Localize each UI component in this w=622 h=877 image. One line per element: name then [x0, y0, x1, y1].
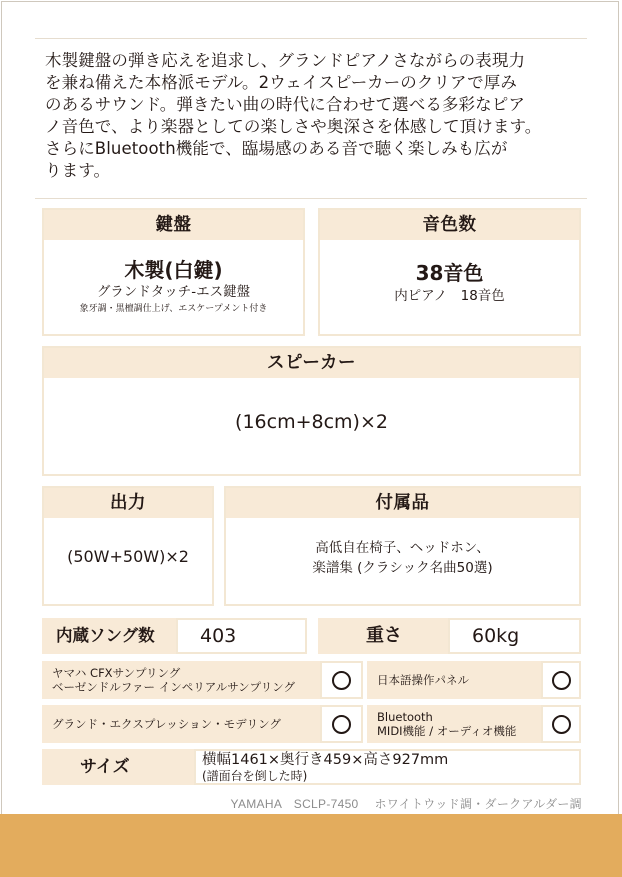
feature-available-mark	[320, 661, 363, 699]
intro-paragraph	[45, 50, 590, 182]
model-footer: YAMAHA SCLP-7450 ホワイトウッド調・ダークアルダー調	[230, 797, 582, 811]
feature-available-mark	[541, 705, 581, 743]
feature-line: Bluetooth	[377, 710, 433, 724]
keyboard-card	[42, 208, 305, 336]
intro-line: ノ音色で、より楽器としての楽しさや奥深さを体感して頂けます。	[45, 117, 542, 136]
feature-available-mark	[320, 705, 363, 743]
intro-line: 木製鍵盤の弾き応えを追求し、グランドピアノさながらの表現力	[45, 51, 526, 70]
intro-line: を兼ね備えた本格派モデル。2ウェイスピーカーのクリアで厚み	[45, 73, 517, 92]
output-header: 出力	[44, 488, 212, 518]
output-value: (50W+50W)×2	[67, 547, 189, 566]
feature-available-mark	[541, 661, 581, 699]
size-value	[194, 749, 581, 785]
voices-main: 38音色	[415, 261, 484, 285]
intro-line: さらにBluetooth機能で、臨場感のある音で聴く楽しみも広が	[45, 139, 508, 158]
top-divider	[35, 38, 587, 39]
feature-label-cfx-sampling	[42, 661, 322, 699]
intro-divider	[35, 198, 587, 199]
feature-label-grand-expression	[42, 705, 322, 743]
intro-line: ります。	[45, 161, 111, 180]
speaker-card	[42, 346, 581, 476]
feature-label-bluetooth	[367, 705, 543, 743]
circle-icon	[552, 671, 571, 690]
weight-label: 重さ	[318, 618, 450, 654]
feature-line: ベーゼンドルファー インペリアルサンプリング	[52, 680, 295, 694]
accessories-line2: 楽譜集 (クラシック名曲50選)	[312, 560, 493, 576]
feature-label-japanese-panel	[367, 661, 543, 699]
keyboard-sub: グランドタッチ-エス鍵盤	[96, 284, 251, 300]
songs-label: 内蔵ソング数	[42, 618, 178, 654]
bottom-color-band	[0, 814, 622, 877]
voices-card	[318, 208, 581, 336]
accessories-card	[224, 486, 581, 606]
voices-header: 音色数	[320, 210, 579, 240]
keyboard-header: 鍵盤	[44, 210, 303, 240]
feature-line: MIDI機能 / オーディオ機能	[377, 724, 517, 738]
circle-icon	[552, 715, 571, 734]
weight-value: 60kg	[448, 618, 581, 654]
size-line2: (譜面台を倒した時)	[202, 769, 308, 783]
voices-sub: 内ピアノ 18音色	[394, 288, 505, 304]
feature-line: ヤマハ CFXサンプリング	[52, 666, 181, 680]
accessories-header: 付属品	[226, 488, 579, 518]
speaker-value: (16cm+8cm)×2	[235, 411, 388, 433]
feature-line: グランド・エクスプレッション・モデリング	[52, 717, 281, 731]
accessories-line1: 高低自在椅子、ヘッドホン、	[315, 540, 490, 556]
size-line1: 横幅1461×奥行き459×高さ927mm	[202, 752, 449, 768]
circle-icon	[332, 715, 351, 734]
songs-value: 403	[176, 618, 307, 654]
speaker-header: スピーカー	[44, 348, 579, 378]
circle-icon	[332, 671, 351, 690]
keyboard-note: 象牙調・黒檀調仕上げ、エスケープメント付き	[79, 304, 268, 314]
size-label: サイズ	[42, 749, 196, 785]
output-card	[42, 486, 214, 606]
feature-line: 日本語操作パネル	[377, 673, 469, 687]
keyboard-main: 木製(白鍵)	[124, 258, 223, 282]
intro-line: のあるサウンド。弾きたい曲の時代に合わせて選べる多彩なピア	[45, 95, 525, 114]
